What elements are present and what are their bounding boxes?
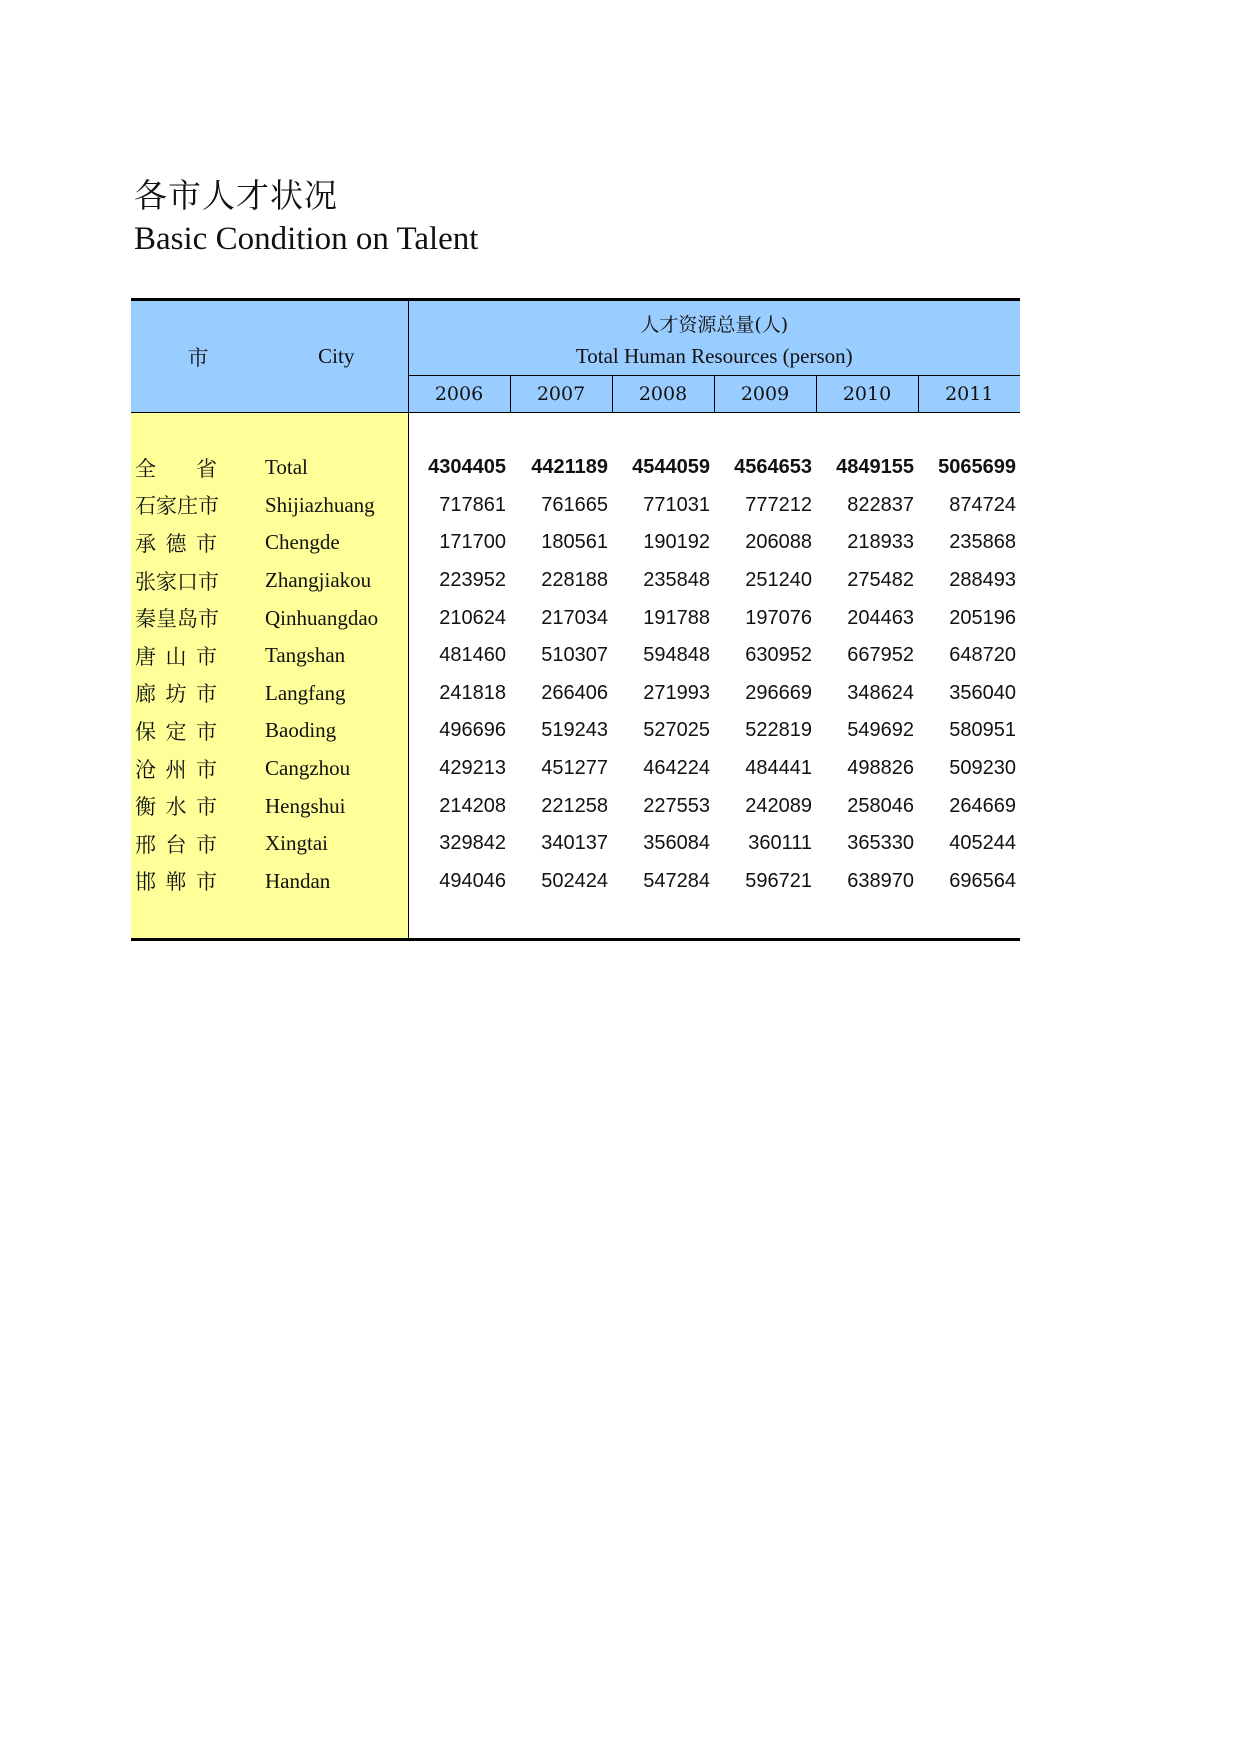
value-cell: 266406 [541, 681, 608, 704]
city-name-cn-char: 承 [135, 531, 156, 556]
value-cell: 191788 [643, 606, 710, 629]
page-title-cn: 各市人才状况 [134, 176, 338, 215]
city-name-cn-char: 郸 [165, 870, 187, 895]
city-name-en: Tangshan [265, 637, 408, 675]
city-name-en: Cangzhou [265, 750, 408, 788]
value-cell: 288493 [949, 569, 1017, 592]
value-cell: 771031 [643, 493, 710, 516]
city-name-cn [131, 675, 265, 713]
header-year: 2011 [918, 376, 1020, 413]
table-row [131, 863, 1020, 901]
value-cell: 206088 [745, 531, 812, 554]
value-cell: 494046 [439, 869, 506, 892]
city-name-en: Qinhuangdao [265, 599, 408, 637]
city-name-cn-char: 市 [196, 757, 217, 782]
value-cell: 356084 [643, 832, 710, 855]
city-name-cn [131, 787, 265, 825]
value-cell: 509230 [949, 757, 1017, 780]
header-city-en: City [265, 300, 408, 413]
value-cell: 180561 [541, 531, 608, 554]
value-cell: 519243 [541, 719, 608, 742]
value-cell: 348624 [847, 681, 914, 704]
city-name-cn-char: 保 [135, 719, 156, 744]
value-cell: 340137 [541, 832, 608, 855]
value-cell: 197076 [745, 606, 812, 629]
city-name-cn-char: 市 [196, 795, 217, 820]
city-name-cn-char: 省 [196, 456, 217, 481]
value-cell: 223952 [439, 569, 506, 592]
table-row [131, 712, 1020, 750]
value-cell: 761665 [541, 493, 608, 516]
value-cell: 5065699 [938, 456, 1017, 479]
city-name-en: Handan [265, 863, 408, 901]
value-cell: 221258 [541, 794, 608, 817]
city-name-cn-char: 廊 [135, 682, 156, 707]
spacer-row [131, 900, 1020, 940]
city-name-cn [131, 863, 265, 901]
table-row [131, 487, 1020, 525]
city-name-cn-char: 市 [196, 719, 217, 744]
value-cell: 405244 [949, 832, 1017, 855]
value-cell: 547284 [643, 869, 710, 892]
city-name-cn-char: 市 [196, 682, 217, 707]
value-cell: 251240 [745, 569, 812, 592]
value-cell: 874724 [949, 493, 1017, 516]
value-cell: 241818 [439, 681, 506, 704]
city-name-cn-char: 沧 [135, 757, 156, 782]
value-cell: 596721 [745, 869, 812, 892]
value-cell: 356040 [949, 681, 1017, 704]
city-name-cn [131, 750, 265, 788]
talent-table-container [131, 298, 1020, 941]
city-name-cn-char: 市 [196, 870, 217, 895]
value-cell: 210624 [439, 606, 506, 629]
city-name-en: Hengshui [265, 787, 408, 825]
value-cell: 258046 [847, 794, 914, 817]
city-name-cn [131, 825, 265, 863]
city-name-cn [131, 712, 265, 750]
talent-table [131, 298, 1020, 941]
value-cell: 4564653 [734, 456, 812, 479]
value-cell: 510307 [541, 644, 608, 667]
value-cell: 235868 [949, 531, 1017, 554]
header-year: 2007 [510, 376, 612, 413]
table-row [131, 524, 1020, 562]
value-cell: 481460 [439, 644, 506, 667]
value-cell: 228188 [541, 569, 608, 592]
value-cell: 360111 [748, 832, 812, 855]
value-cell: 549692 [847, 719, 914, 742]
header-group-en: Total Human Resources (person) [408, 337, 1020, 376]
city-name-cn-char: 全 [135, 456, 156, 481]
city-name-cn-char: 德 [165, 531, 187, 556]
value-cell: 496696 [439, 719, 506, 742]
city-name-cn-char: 台 [165, 832, 187, 857]
city-name-en: Chengde [265, 524, 408, 562]
value-cell: 638970 [847, 869, 914, 892]
value-cell: 190192 [643, 531, 710, 554]
city-name-en: Shijiazhuang [265, 487, 408, 525]
value-cell: 171700 [439, 531, 506, 554]
city-name-en: Langfang [265, 675, 408, 713]
city-name-cn-char: 水 [165, 795, 187, 820]
value-cell: 4304405 [428, 456, 506, 479]
city-name-cn [131, 637, 265, 675]
city-name-cn: 石家庄市 [131, 487, 265, 525]
value-cell: 227553 [643, 794, 710, 817]
city-name-cn-char: 市 [196, 832, 217, 857]
value-cell: 667952 [847, 644, 914, 667]
header-year: 2010 [816, 376, 918, 413]
spacer-row [131, 413, 1020, 450]
value-cell: 4421189 [531, 456, 608, 479]
table-header [131, 300, 1020, 413]
page-title-en: Basic Condition on Talent [134, 221, 479, 257]
city-name-cn-char: 州 [165, 757, 187, 782]
table-row [131, 562, 1020, 600]
table-row [131, 637, 1020, 675]
header-year: 2006 [408, 376, 510, 413]
city-name-cn [131, 449, 265, 487]
city-name-en: Xingtai [265, 825, 408, 863]
city-name-cn [131, 524, 265, 562]
value-cell: 451277 [541, 757, 608, 780]
value-cell: 217034 [541, 606, 608, 629]
value-cell: 522819 [745, 719, 812, 742]
city-name-cn-char: 市 [196, 531, 217, 556]
value-cell: 484441 [745, 757, 812, 780]
header-group-cn: 人才资源总量(人) [408, 300, 1020, 338]
header-year: 2008 [612, 376, 714, 413]
value-cell: 365330 [847, 832, 914, 855]
value-cell: 630952 [745, 644, 812, 667]
table-row [131, 449, 1020, 487]
city-name-cn: 张家口市 [131, 562, 265, 600]
value-cell: 275482 [847, 569, 914, 592]
header-year: 2009 [714, 376, 816, 413]
city-name-cn-char: 市 [196, 644, 217, 669]
table-row [131, 675, 1020, 713]
city-name-en: Zhangjiakou [265, 562, 408, 600]
city-name-cn-char: 唐 [135, 644, 156, 669]
value-cell: 235848 [643, 569, 710, 592]
city-name-cn-char: 邯 [135, 870, 156, 895]
city-name-cn-char: 定 [165, 719, 187, 744]
value-cell: 498826 [847, 757, 914, 780]
table-row [131, 825, 1020, 863]
value-cell: 822837 [847, 493, 914, 516]
value-cell: 502424 [541, 869, 608, 892]
value-cell: 218933 [847, 531, 914, 554]
value-cell: 264669 [949, 794, 1017, 817]
city-name-cn-char: 坊 [165, 682, 187, 707]
value-cell: 527025 [643, 719, 710, 742]
city-name-cn-char: 山 [165, 644, 187, 669]
value-cell: 777212 [745, 493, 812, 516]
value-cell: 214208 [439, 794, 506, 817]
value-cell: 648720 [949, 644, 1017, 667]
value-cell: 271993 [643, 681, 710, 704]
city-name-cn: 秦皇岛市 [131, 599, 265, 637]
value-cell: 329842 [439, 832, 506, 855]
value-cell: 580951 [949, 719, 1017, 742]
city-name-en: Total [265, 449, 408, 487]
value-cell: 296669 [745, 681, 812, 704]
value-cell: 717861 [439, 493, 506, 516]
value-cell: 429213 [439, 757, 506, 780]
value-cell: 4849155 [836, 456, 914, 479]
value-cell: 205196 [949, 606, 1017, 629]
value-cell: 242089 [745, 794, 812, 817]
value-cell: 696564 [949, 869, 1017, 892]
value-cell: 594848 [643, 644, 710, 667]
value-cell: 204463 [847, 606, 914, 629]
value-cell: 464224 [643, 757, 710, 780]
city-name-cn-char: 邢 [135, 832, 156, 857]
table-row [131, 599, 1020, 637]
table-row [131, 787, 1020, 825]
table-body [131, 413, 1020, 940]
city-name-en: Baoding [265, 712, 408, 750]
header-city-cn: 市 [131, 300, 265, 413]
value-cell: 4544059 [632, 456, 710, 479]
table-row [131, 750, 1020, 788]
city-name-cn-char: 衡 [135, 795, 156, 820]
